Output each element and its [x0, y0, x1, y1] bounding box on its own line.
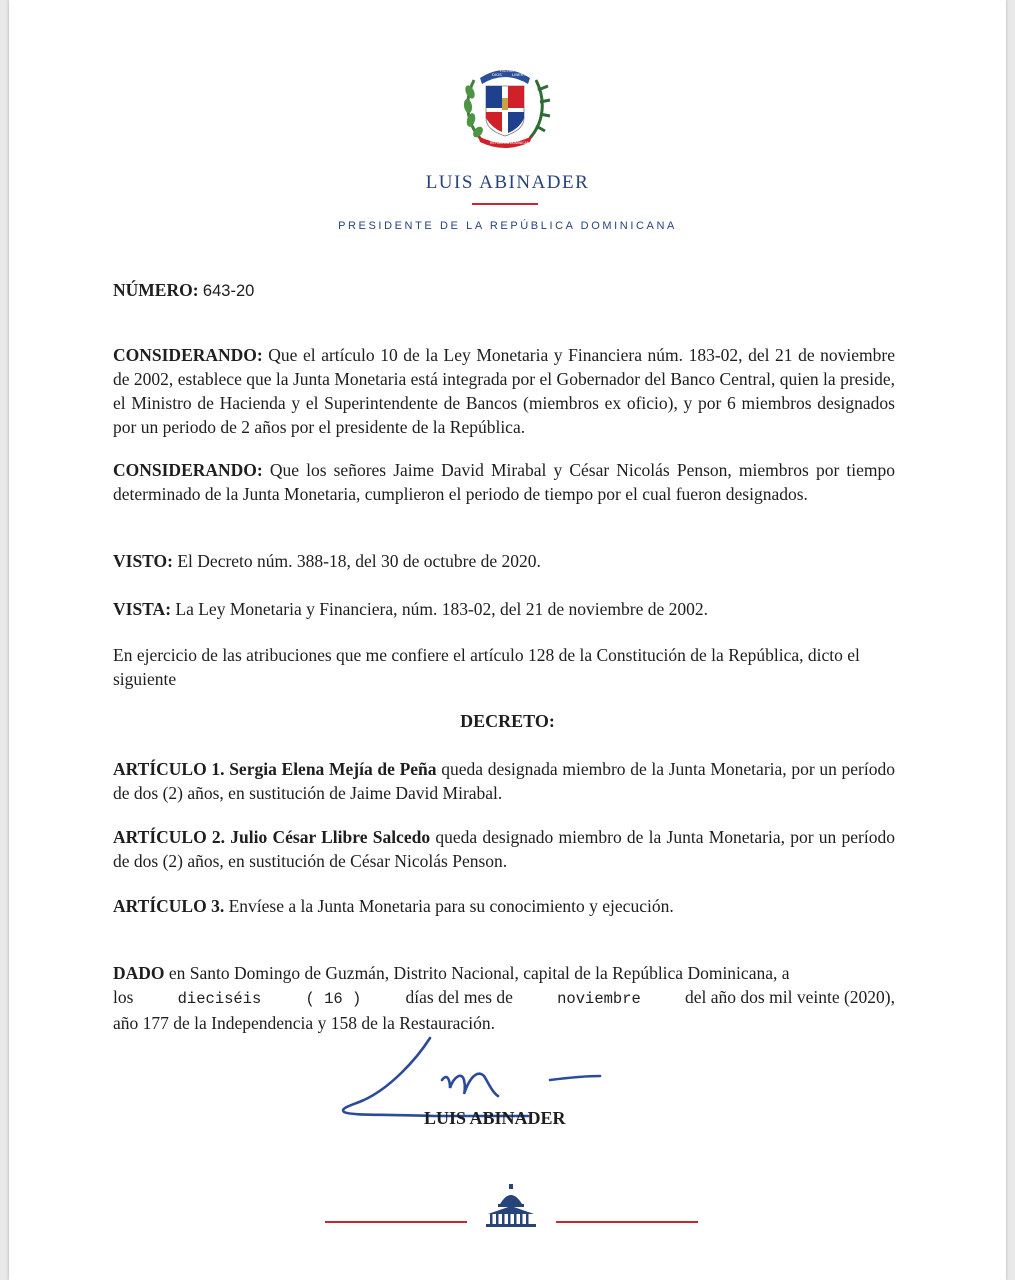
dado-los: los	[113, 987, 134, 1007]
vista-label: VISTA:	[113, 599, 172, 619]
seal-text-patria: PATRIA	[500, 68, 514, 73]
considerando-paragraph-1	[113, 343, 895, 439]
palm-branch-right	[530, 80, 550, 138]
header-red-rule	[472, 203, 538, 205]
decree-number	[113, 278, 895, 303]
coat-of-arms-seal	[458, 56, 552, 150]
visto-text: El Decreto núm. 388-18, del 30 de octubre de 2020.	[177, 551, 541, 571]
seal-text-dios: DIOS	[492, 72, 502, 77]
dado-line-1	[113, 961, 895, 985]
articulo-1-label: ARTÍCULO 1.	[113, 759, 225, 779]
visto-paragraph	[113, 549, 895, 573]
dado-day-number: ( 16 )	[305, 990, 362, 1008]
dado-paragraph	[113, 961, 895, 1035]
shield	[486, 86, 524, 136]
dado-line-2	[113, 985, 895, 1011]
considerando-1-text: Que el artículo 10 de la Ley Monetaria y Financiera núm. 183-02, del 21 de noviembre de 2002, establece que la Junta Monetaria está integrada por el Gobernador del Banco Central, quien la preside, el Ministro de Hacienda y el Superintendente de Bancos (miembros ex oficio), y por 6 miembros designados por un periodo de 2 años por el presidente de la República.	[113, 345, 895, 437]
articulo-3-text: Envíese a la Junta Monetaria para su conocimiento y ejecución.	[228, 896, 674, 916]
considerando-2-text: Que los señores Jaime David Mirabal y César Nicolás Penson, miembros por tiempo determinado de la Junta Monetaria, cumplieron el periodo de tiempo por el cual fueron designados.	[113, 460, 895, 504]
dado-label: DADO	[113, 963, 165, 983]
decreto-heading: DECRETO:	[460, 711, 555, 731]
articulo-1-name: Sergia Elena Mejía de Peña	[229, 759, 437, 779]
vista-text: La Ley Monetaria y Financiera, núm. 183-02, del 21 de noviembre de 2002.	[175, 599, 709, 619]
articulo-2-name: Julio César Llibre Salcedo	[230, 827, 431, 847]
dado-day-word: dieciséis	[177, 990, 262, 1008]
header-president-title: PRESIDENTE DE LA REPÚBLICA DOMINICANA	[338, 220, 677, 232]
dado-line-1-text: en Santo Domingo de Guzmán, Distrito Nacional, capital de la República Dominicana, a	[168, 963, 790, 983]
articulo-2-paragraph	[113, 825, 895, 873]
header-president-name: LUIS ABINADER	[425, 172, 590, 193]
ejercicio-paragraph	[113, 643, 895, 691]
dado-month: noviembre	[557, 990, 641, 1008]
dado-dias-del-mes: días del mes de	[405, 987, 513, 1007]
dado-line-3	[113, 1011, 895, 1035]
laurel-branch-left	[463, 80, 485, 139]
considerando-2-label: CONSIDERANDO:	[113, 460, 263, 480]
articulo-3-paragraph	[113, 894, 895, 918]
dado-line-3-text: año 177 de la Independencia y 158 de la Restauración.	[113, 1013, 495, 1033]
considerando-paragraph-2	[113, 458, 895, 506]
dado-year-text: del año dos mil veinte (2020),	[685, 987, 895, 1007]
articulo-1-text: queda designada miembro de la Junta Monetaria, por un período de dos (2) años, en sustitución de Jaime David Mirabal.	[113, 759, 895, 803]
seal-text-libertad: LIBERTAD	[512, 72, 532, 77]
visto-label: VISTO:	[113, 551, 173, 571]
national-palace-icon	[484, 1184, 538, 1228]
signer-name: LUIS ABINADER	[424, 1108, 566, 1128]
articulo-1-paragraph	[113, 757, 895, 805]
footer-red-rule-left	[325, 1221, 467, 1223]
seal-text-republica: REPÚBLICA DOMINICANA	[490, 141, 532, 145]
articulo-3-label: ARTÍCULO 3.	[113, 896, 225, 916]
decree-number-value: 643-20	[202, 282, 255, 300]
articulo-2-label: ARTÍCULO 2.	[113, 827, 226, 847]
ejercicio-text: En ejercicio de las atribuciones que me confiere el artículo 128 de la Constitución de la República, dicto el siguiente	[113, 645, 860, 689]
footer-red-rule-right	[556, 1221, 698, 1223]
considerando-1-label: CONSIDERANDO:	[113, 345, 263, 365]
vista-paragraph	[113, 597, 895, 621]
articulo-2-text: queda designado miembro de la Junta Monetaria, por un período de dos (2) años, en sustitución de César Nicolás Penson.	[113, 827, 895, 871]
decree-number-label: NÚMERO:	[113, 280, 199, 300]
